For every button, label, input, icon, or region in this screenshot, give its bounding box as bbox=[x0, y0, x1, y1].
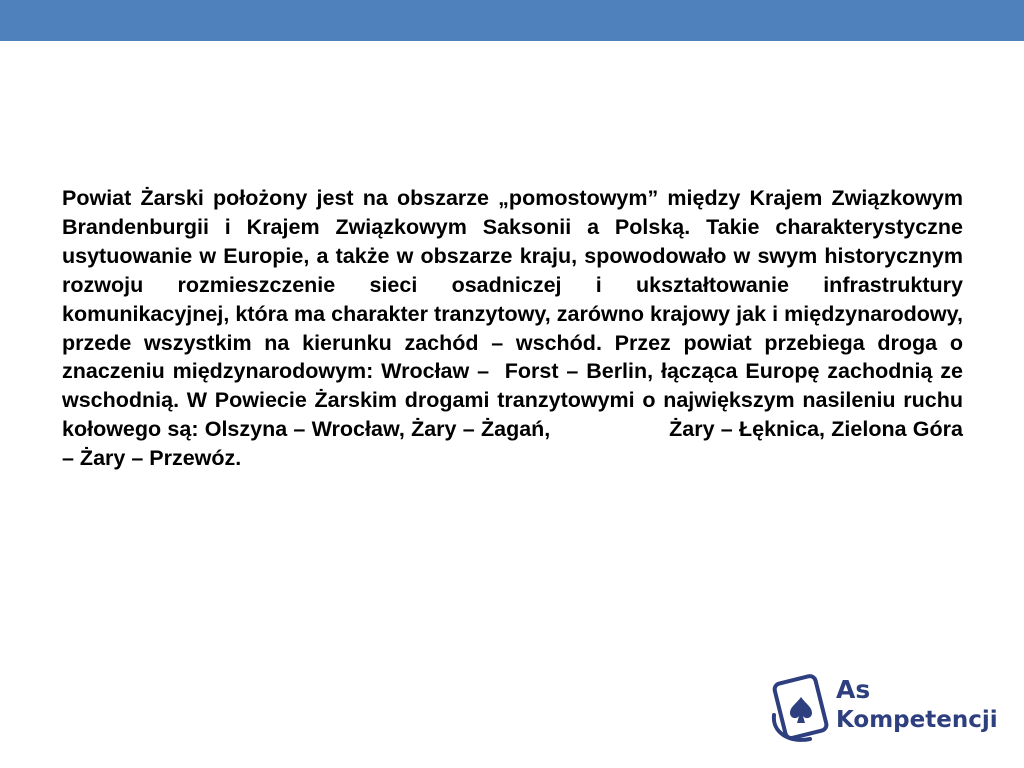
body-paragraph: Powiat Żarski położony jest na obszarze „pomostowym” między Krajem Związkowym Brandenburgii i Krajem Związkowym Saksonii a Polską. Takie charakterystyczne usytuowanie w Europie, a także w obszarze kraju, spowodowało w swym historycznym rozwoju rozmieszczenie sieci osadniczej i ukształtowanie infrastruktury komunikacyjnej, która ma charakter tranzytowy, zarówno krajowy jak i międzynarodowy, przede wszystkim na kierunku zachód – wschód. Przez powiat przebiega droga o znaczeniu międzynarodowym: Wrocław – Forst – Berlin, łącząca Europę zachodnią ze wschodnią. W Powiecie Żarskim drogami tranzytowymi o największym nasileniu ruchu kołowego są: Olszyna – Wrocław, Żary – Żagań, Żary – Łęknica, Zielona Góra – Żary – Przewóz. bbox=[62, 186, 969, 471]
logo-text-line2: Kompetencji bbox=[836, 707, 998, 733]
card-spade-logo-icon bbox=[768, 669, 834, 745]
header-bar bbox=[0, 0, 1024, 41]
logo-text-line1: As bbox=[836, 675, 871, 704]
logo bbox=[768, 669, 998, 745]
